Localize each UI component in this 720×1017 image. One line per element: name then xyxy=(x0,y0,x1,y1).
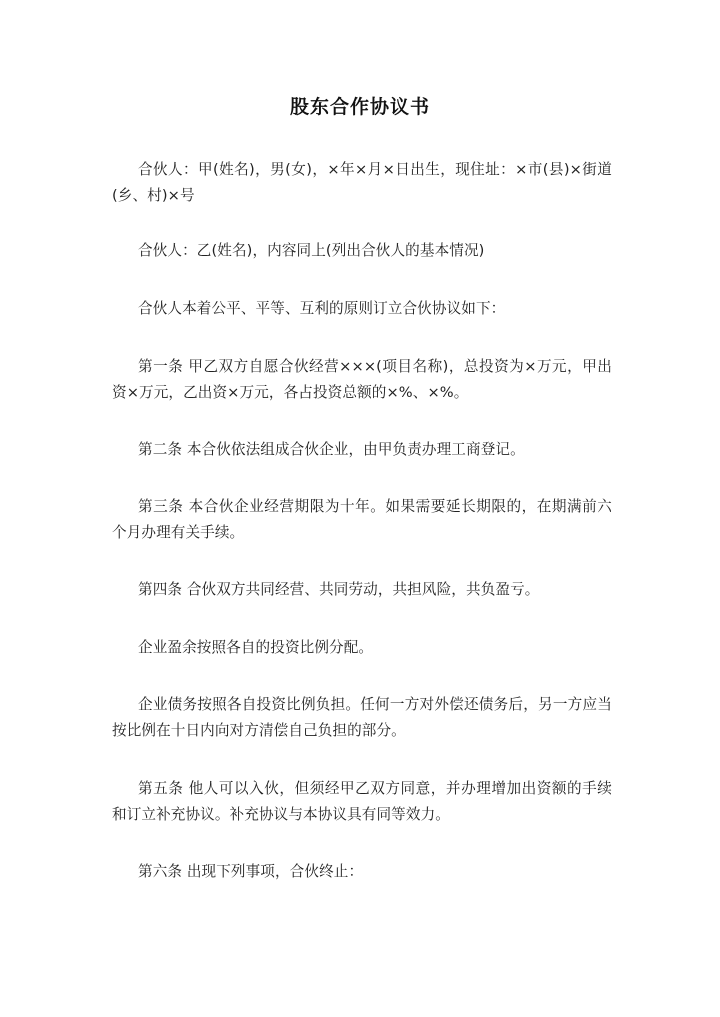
paragraph-party-a: 合伙人：甲(姓名)，男(女)，×年×月×日出生，现住址：×市(县)×街道(乡、村)×号 xyxy=(112,161,612,204)
paragraph-article-2: 第二条 本合伙依法组成合伙企业，由甲负责办理工商登记。 xyxy=(138,441,525,458)
paragraph-debt: 企业债务按照各自投资比例负担。任何一方对外偿还债务后，另一方应当按比例在十日内向对方清偿自己负担的部分。 xyxy=(112,696,612,739)
paragraph-article-5: 第五条 他人可以入伙，但须经甲乙双方同意，并办理增加出资额的手续和订立补充协议。补充协议与本协议具有同等效力。 xyxy=(112,780,612,823)
paragraph-article-3: 第三条 本合伙企业经营期限为十年。如果需要延长期限的，在期满前六个月办理有关手续。 xyxy=(112,498,612,541)
document-title: 股东合作协议书 xyxy=(289,96,430,118)
paragraph-article-6: 第六条 出现下列事项，合伙终止： xyxy=(138,863,364,880)
paragraph-article-1: 第一条 甲乙双方自愿合伙经营×××(项目名称)，总投资为×万元，甲出资×万元，乙出资×万元，各占投资总额的×%、×%。 xyxy=(112,358,612,401)
paragraph-party-b: 合伙人：乙(姓名)，内容同上(列出合伙人的基本情况) xyxy=(138,242,485,259)
paragraph-profit: 企业盈余按照各自的投资比例分配。 xyxy=(138,639,374,656)
paragraph-preamble: 合伙人本着公平、平等、互利的原则订立合伙协议如下： xyxy=(138,300,506,317)
paragraph-article-4: 第四条 合伙双方共同经营、共同劳动，共担风险，共负盈亏。 xyxy=(138,581,540,598)
